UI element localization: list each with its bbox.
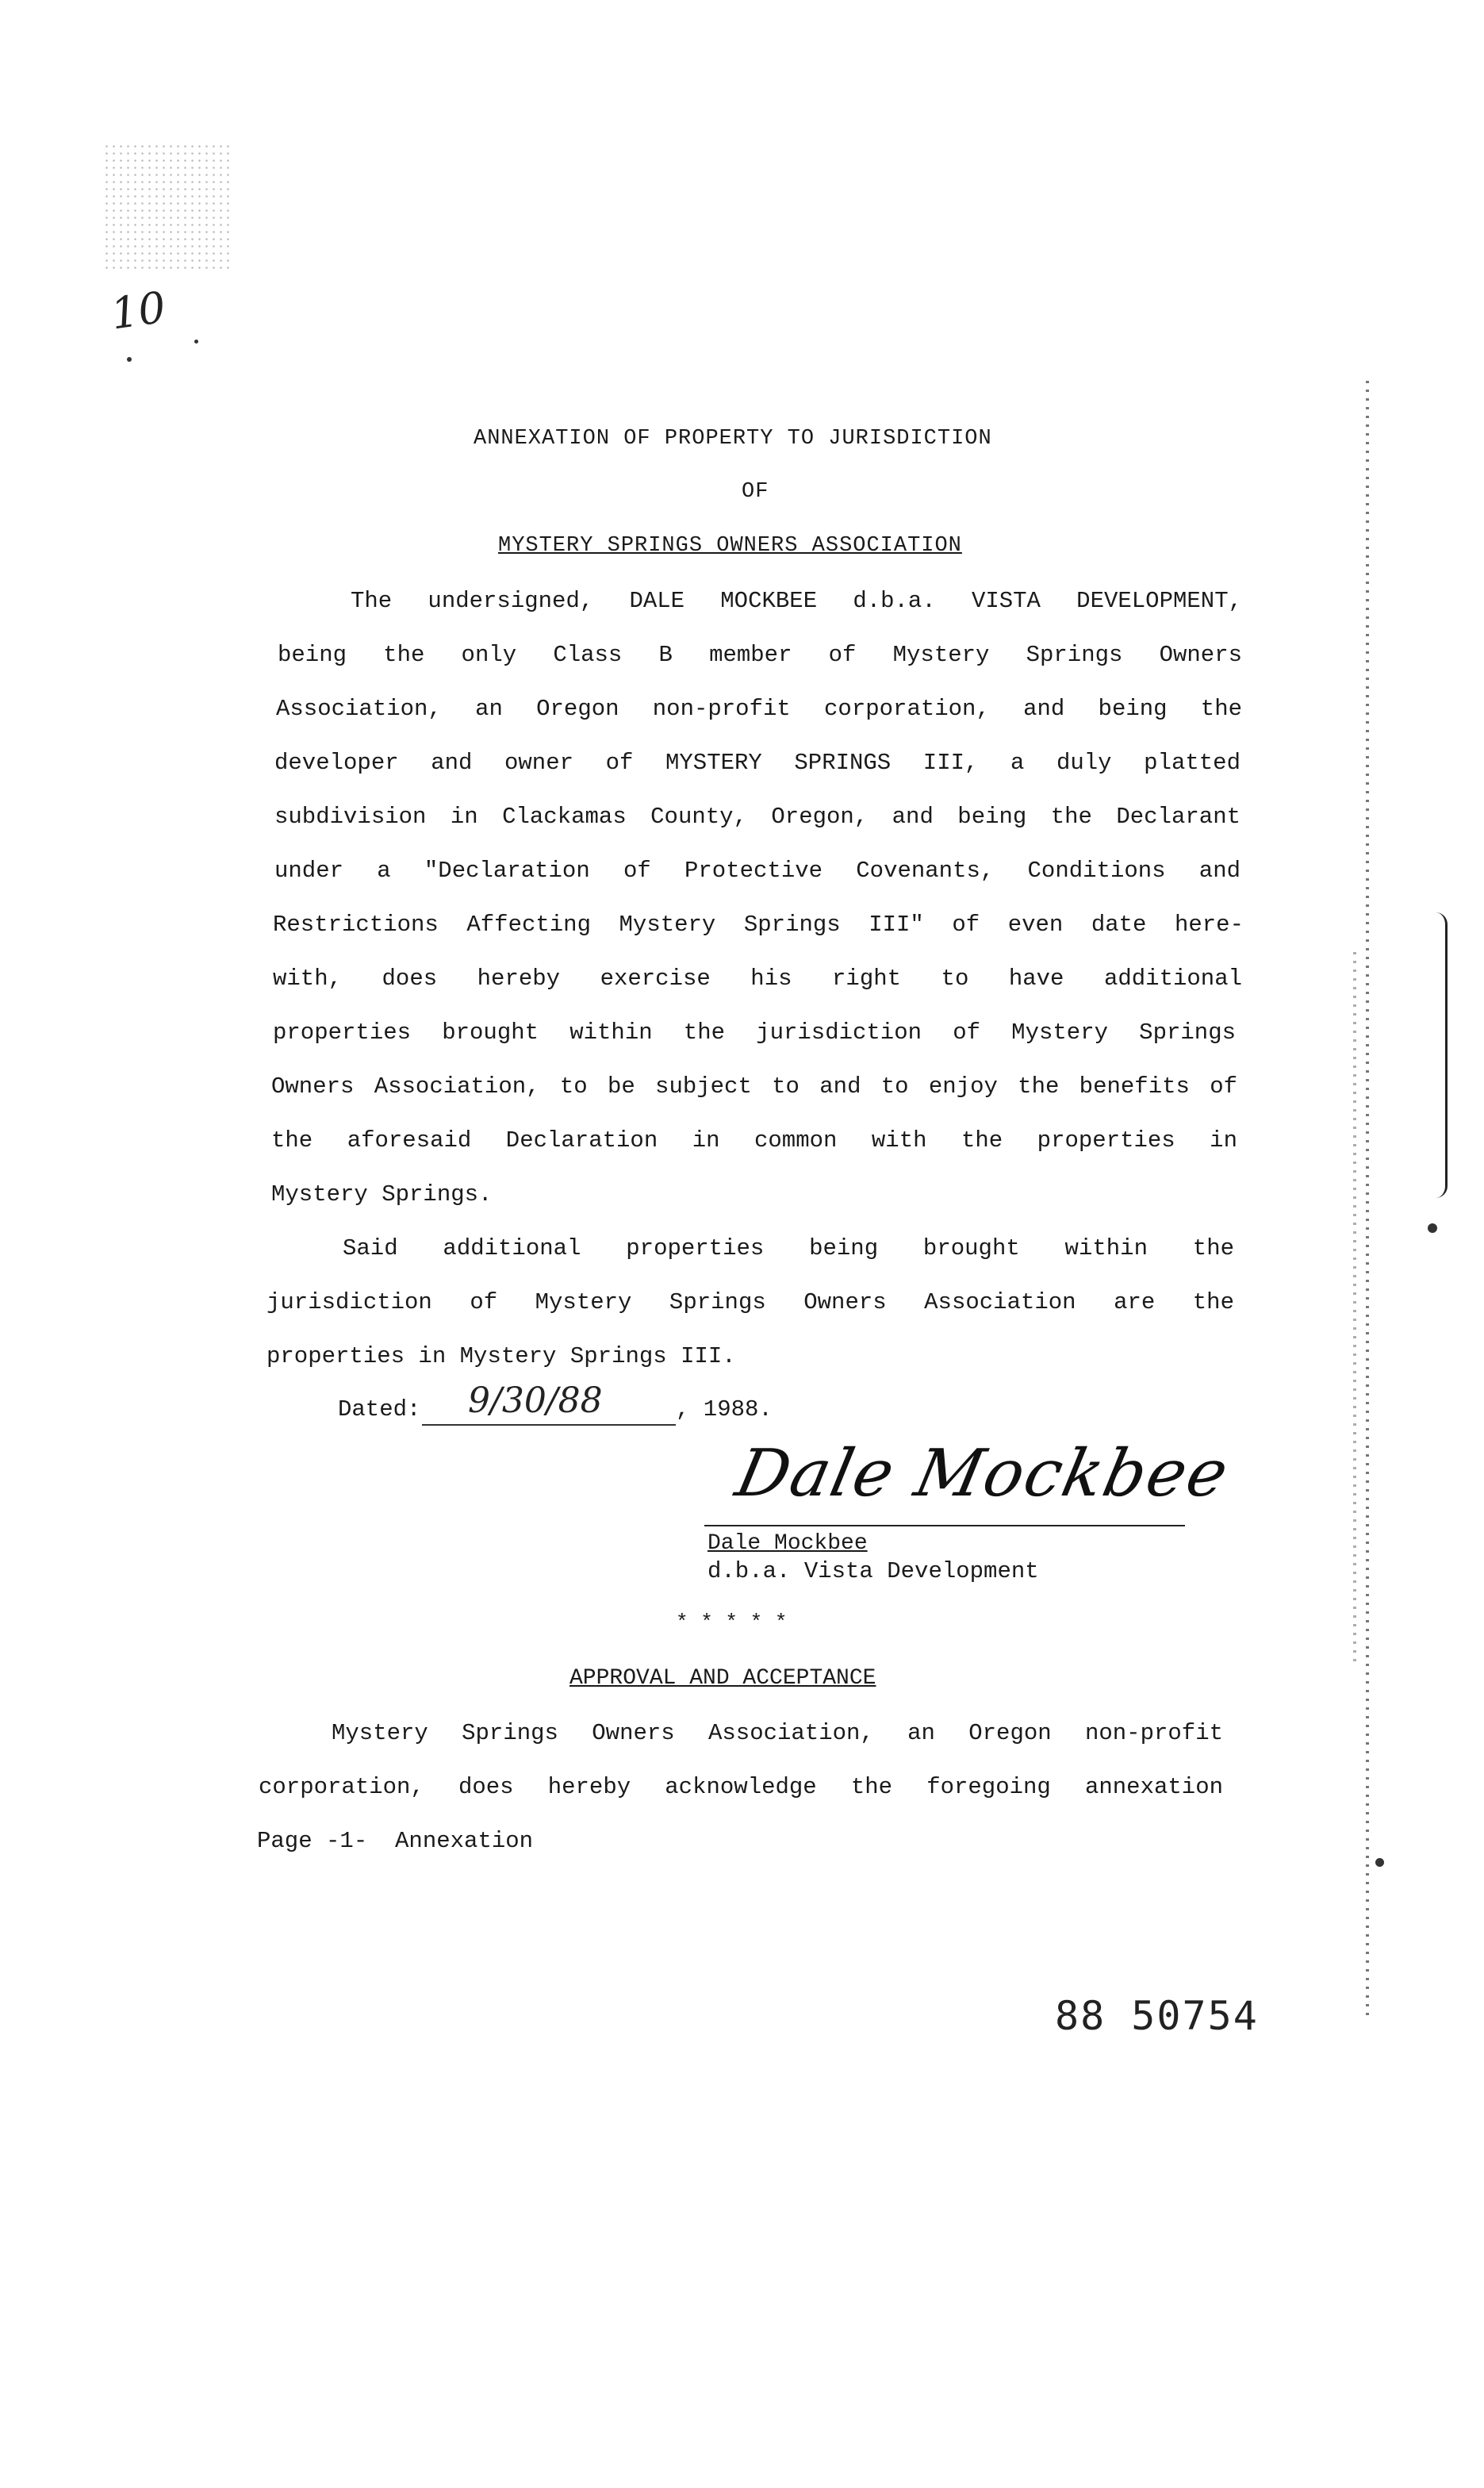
- approval-line-1: Mystery Springs Owners Association, an Oregon non-profit: [332, 1720, 1223, 1746]
- body-line-5: subdivision in Clackamas County, Oregon, and being the Declarant: [274, 804, 1241, 830]
- handwritten-margin-number: 10: [107, 282, 169, 340]
- approval-line-2: corporation, does hereby acknowledge the foregoing annexation: [259, 1774, 1223, 1800]
- dated-year: , 1988.: [676, 1396, 773, 1423]
- scan-mark-bracket: [1436, 912, 1448, 1198]
- body-line-11: the aforesaid Declaration in common with the properties in: [271, 1127, 1237, 1154]
- section-separator: * * * * *: [676, 1611, 788, 1634]
- signer-name: Dale Mockbee: [707, 1531, 868, 1556]
- body-para2-line-2: jurisdiction of Mystery Springs Owners Association are the: [267, 1289, 1234, 1315]
- page-footer: Page -1- Annexation: [257, 1828, 534, 1854]
- dated-blank-line: [422, 1424, 676, 1426]
- scan-speck: [1428, 1223, 1437, 1233]
- document-title: ANNEXATION OF PROPERTY TO JURISDICTION: [474, 427, 992, 451]
- body-line-6: under a "Declaration of Protective Covenants, Conditions and: [274, 858, 1241, 884]
- scan-margin-dots-right: [1366, 381, 1369, 2015]
- body-line-7: Restrictions Affecting Mystery Springs III" of even date here-: [273, 912, 1244, 938]
- scan-margin-dots-right-2: [1353, 952, 1356, 1666]
- dated-label: Dated:: [338, 1396, 421, 1423]
- body-line-4: developer and owner of MYSTERY SPRINGS III, a duly platted: [274, 750, 1241, 776]
- scan-speck: [127, 357, 132, 362]
- body-line-1: The undersigned, DALE MOCKBEE d.b.a. VISTA DEVELOPMENT,: [351, 588, 1242, 614]
- body-line-9: properties brought within the jurisdiction of Mystery Springs: [273, 1019, 1236, 1046]
- document-title-of: OF: [742, 480, 769, 504]
- scan-speck: [1375, 1858, 1384, 1867]
- body-line-12: Mystery Springs.: [271, 1181, 493, 1208]
- scan-speck: [194, 340, 198, 344]
- handwritten-signature: Dale Mockbee: [729, 1436, 1237, 1511]
- body-line-3: Association, an Oregon non-profit corporation, and being the: [276, 696, 1242, 722]
- dated-handwritten: 9/30/88: [468, 1380, 603, 1421]
- signature-line: [704, 1525, 1185, 1526]
- body-line-8: with, does hereby exercise his right to have additional: [273, 966, 1242, 992]
- document-title-association: MYSTERY SPRINGS OWNERS ASSOCIATION: [498, 534, 962, 558]
- approval-heading: APPROVAL AND ACCEPTANCE: [569, 1666, 876, 1691]
- body-para2-line-3: properties in Mystery Springs III.: [267, 1343, 736, 1369]
- recording-number-stamp: 88 50754: [1055, 1993, 1259, 2039]
- scan-mark-left: [103, 143, 230, 270]
- body-para2-line-1: Said additional properties being brought within the: [343, 1235, 1234, 1261]
- body-line-2: being the only Class B member of Mystery Springs Owners: [278, 642, 1242, 668]
- signer-dba: d.b.a. Vista Development: [707, 1558, 1039, 1584]
- body-line-10: Owners Association, to be subject to and to enjoy the benefits of: [271, 1073, 1237, 1100]
